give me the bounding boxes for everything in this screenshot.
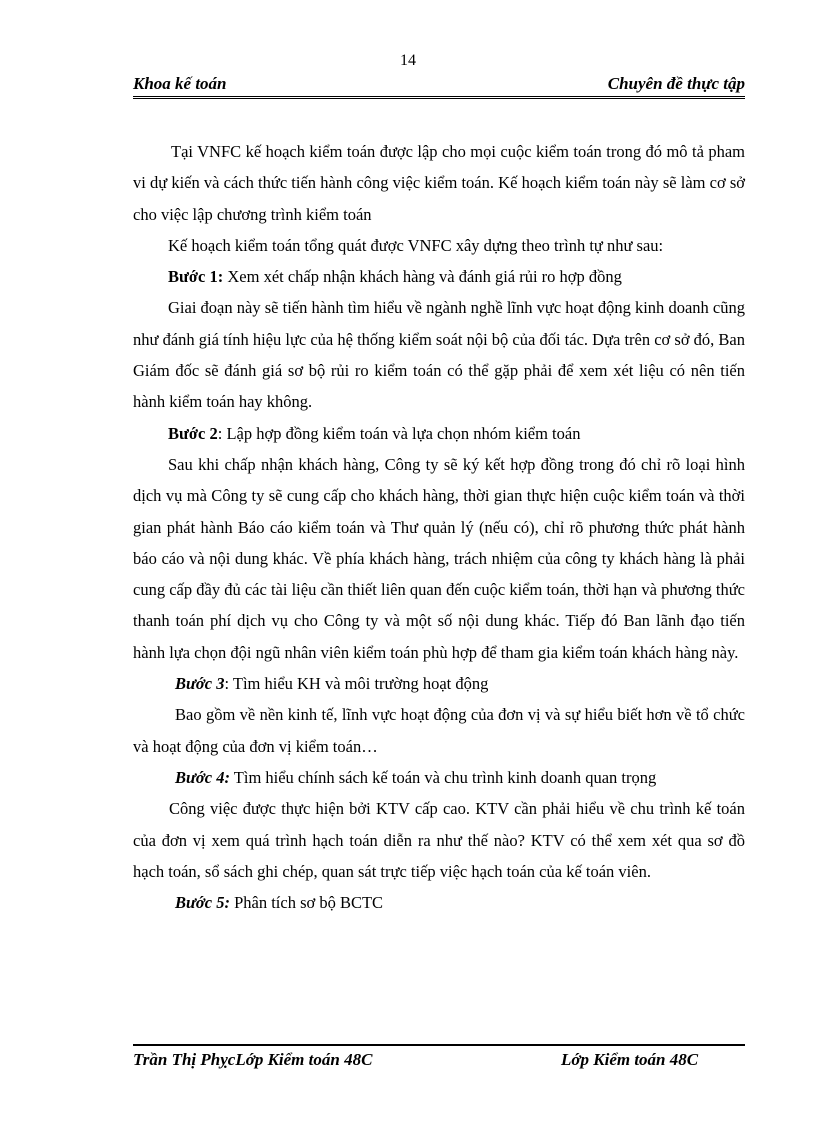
paragraph-step-3: Bao gồm về nền kinh tế, lĩnh vực hoạt động của đơn vị và sự hiểu biết hơn về tổ chức và hoạt động của đơn vị kiểm toán… <box>133 705 745 756</box>
step-2-heading <box>133 418 745 449</box>
step-4-label: Bước 4: <box>175 767 230 787</box>
step-3-label: Bước 3 <box>175 674 225 694</box>
page-header <box>133 74 745 99</box>
paragraph-step-1: Giai đoạn này sẽ tiến hành tìm hiểu về ngành nghề lĩnh vực hoạt động kinh doanh cũng như đánh giá tính hiệu lực của hệ thống kiểm soát nội bộ của đối tác. Dựa trên cơ sở đó, Ban Giám đốc sẽ đánh giá sơ bộ rủi ro kiểm toán có thể gặp phải để xem xét liệu có nên tiến hành kiểm toán hay không. <box>133 298 746 412</box>
page-number: 14 <box>400 52 416 69</box>
step-4-heading <box>133 762 745 793</box>
step-2-title: : Lập hợp đồng kiểm toán và lựa chọn nhóm kiểm toán <box>217 423 581 443</box>
step-2-label: Bước 2 <box>168 423 218 443</box>
step-5-title: Phân tích sơ bộ BCTC <box>229 893 384 913</box>
paragraph-intro: Tại VNFC kế hoạch kiểm toán được lập cho mọi cuộc kiểm toán trong đó mô tả pham vi dự kiến và cách thức tiến hành công việc kiểm toán. Kế hoạch kiểm toán này sẽ làm cơ sở cho việc lập chương trình kiểm toán <box>133 142 745 224</box>
header-document-type: Chuyên đề thực tập <box>607 74 745 93</box>
step-3-title: : Tìm hiểu KH và môi trường hoạt động <box>224 674 489 694</box>
step-5-heading <box>133 887 745 918</box>
step-3-heading <box>133 668 745 699</box>
document-body <box>133 136 745 918</box>
footer-author: Trần Thị PhỵcLớp Kiểm toán 48C <box>133 1050 373 1069</box>
paragraph-step-4: Công việc được thực hiện bởi KTV cấp cao. KTV cần phải hiểu về chu trình kế toán của đơn vị xem quá trình hạch toán diễn ra như thế nào? KTV có thể xem xét qua sơ đồ hạch toán, sổ sách ghi chép, quan sát trực tiếp việc hạch toán của kế toán viên. <box>133 799 745 881</box>
paragraph-plan-overview: Kế hoạch kiểm toán tổng quát được VNFC xây dựng theo trình tự như sau: <box>168 235 664 255</box>
footer-class: Lớp Kiểm toán 48C <box>561 1050 699 1069</box>
step-4-title: Tìm hiểu chính sách kế toán và chu trình kinh doanh quan trọng <box>229 767 657 787</box>
page-footer <box>133 1044 745 1074</box>
paragraph-step-2: Sau khi chấp nhận khách hàng, Công ty sẽ ký kết hợp đồng trong đó chỉ rõ loại hình dịch vụ mà Công ty sẽ cung cấp cho khách hàng, thời gian thực hiện cuộc kiểm toán và thời gian phát hành Báo cáo kiểm toán và Thư quản lý (nếu có), chỉ rõ phương thức phát hành báo cáo và nội dung khác. Về phía khách hàng, trách nhiệm của công ty khách hàng là phải cung cấp đầy đủ các tài liệu cần thiết liên quan đến cuộc kiểm toán, thời hạn và phương thức thanh toán phí dịch vụ cho Công ty và một số nội dung khác. Tiếp đó Ban lãnh đạo tiến hành lựa chọn đội ngũ nhân viên kiểm toán phù hợp để tham gia kiểm toán khách hàng này. <box>133 454 745 662</box>
header-department: Khoa kế toán <box>133 74 227 93</box>
step-1-label: Bước 1: <box>168 267 224 287</box>
step-1-title: Xem xét chấp nhận khách hàng và đánh giá rủi ro hợp đồng <box>223 267 622 287</box>
step-1-heading <box>133 261 745 292</box>
step-5-label: Bước 5: <box>175 893 230 913</box>
